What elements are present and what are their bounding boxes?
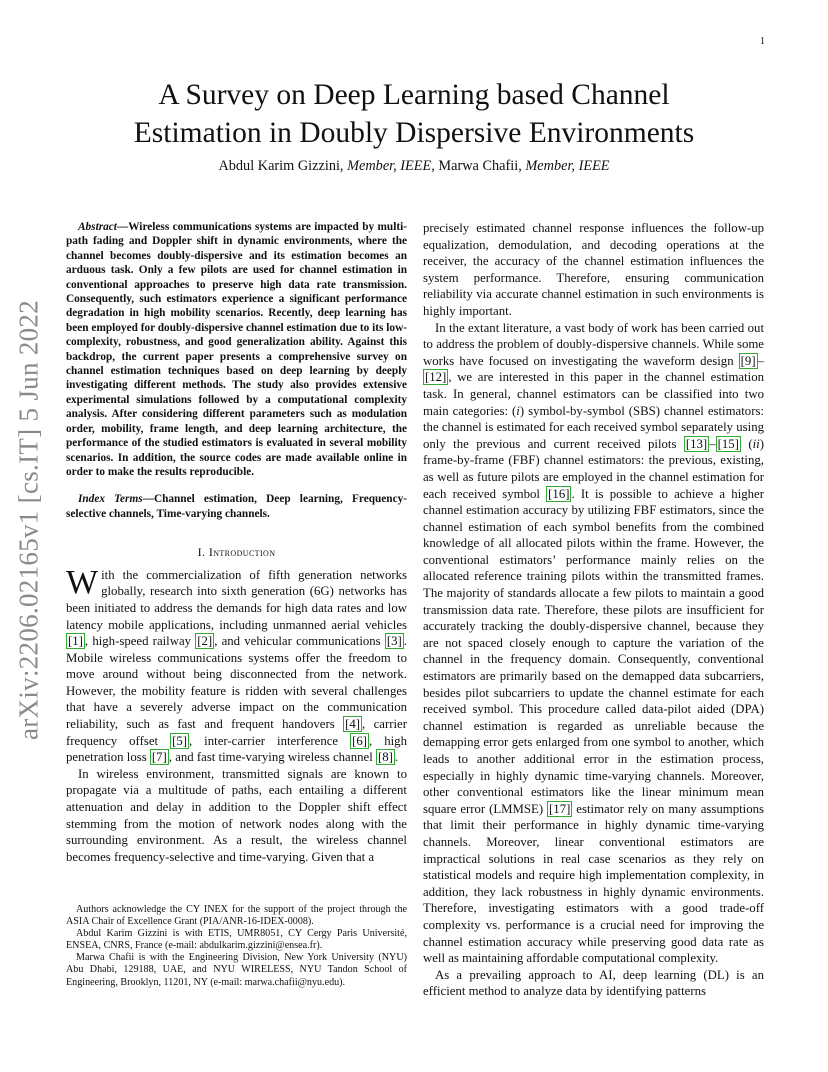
citation-link[interactable]: [17]	[549, 801, 571, 816]
text-run: (	[740, 436, 753, 451]
abstract-label: Abstract	[78, 221, 117, 233]
citation-link[interactable]: [1]	[68, 634, 83, 649]
author-2: , Marwa Chafii,	[431, 158, 526, 174]
text-run: i	[516, 403, 520, 418]
author-2-role: Member, IEEE	[525, 158, 610, 174]
footnotes	[66, 904, 407, 989]
page-number: 1	[760, 36, 765, 47]
citation-link[interactable]: [4]	[345, 717, 361, 732]
drop-cap: W	[66, 563, 99, 601]
abstract	[66, 220, 407, 479]
text-run: –	[757, 353, 764, 368]
citation-link[interactable]: [3]	[386, 634, 402, 649]
left-column	[66, 220, 407, 865]
footnote-funding: Authors acknowledge the CY INEX for the support of the project through the ASIA Chair of Excellence Grant (PIA/ANR-16-IDEX-0008).	[66, 904, 407, 928]
section-number: I.	[197, 545, 209, 560]
arxiv-sidebar	[7, 280, 51, 760]
citation-link[interactable]: [13]	[685, 436, 708, 451]
citation-link[interactable]: [8]	[377, 750, 393, 765]
footnote-author-2: Marwa Chafii is with the Engineering Division, New York University (NYU) Abu Dhabi, 129188, UAE, and NYU WIRELESS, NYU Tandon School of Engineering, Brooklyn, 11201, NY (e-mail: marwa.chafii@nyu.edu).	[66, 952, 407, 988]
text-run: ith the commercialization of fifth generation networks globally, research into sixth generation (6G) networks has been initiated to address the demands for high data rates and low latency mobile applications, including unmanned aerial vehicles	[66, 567, 407, 632]
index-terms	[66, 492, 407, 521]
section-title: Introduction	[208, 545, 276, 560]
citation-link[interactable]: [2]	[197, 634, 213, 649]
citation-link[interactable]: [7]	[151, 750, 167, 765]
intro-paragraph-1	[66, 563, 407, 766]
index-terms-text: —Channel estimation, Deep learning, Frequency-selective channels, Time-varying channels.	[66, 493, 407, 520]
text-run: In the extant literature, a vast body of work has been carried out to address the problem of doubly-dispersive channels. While some works have focused on investigating the waveform design	[423, 320, 764, 368]
intro-paragraph-2: In wireless environment, transmitted signals are known to propagate via a multitude of paths, each entailing a different attenuation and delay in addition to the Doppler shift effect stemming from the motion of network nodes along with the surrounding environment. As a result, the wireless channel becomes frequency-selective and time-varying. Given that a	[66, 766, 407, 864]
title-line-1: A Survey on Deep Learning based Channel	[158, 79, 670, 111]
text-run: , carrier frequency offset	[66, 717, 407, 748]
author-1-role: Member, IEEE	[347, 158, 432, 174]
text-run: ) symbol-by-symbol (SBS) channel estimators: the channel is estimated for each received symbol separately using only the previous and current received pilots	[423, 403, 764, 451]
citation-link[interactable]: [9]	[740, 353, 756, 368]
citation-link[interactable]: [16]	[548, 486, 570, 501]
section-heading	[66, 544, 407, 561]
text-run: , high penetration loss	[66, 733, 407, 765]
title-line-2: Estimation in Doubly Dispersive Environments	[133, 117, 695, 149]
text-run: , and fast time-varying wireless channel	[168, 750, 376, 765]
text-run: , and vehicular communications	[214, 634, 385, 649]
text-run: ) frame-by-frame (FBF) channel estimators: the previous, existing, as well as future pilots are employed in the channel estimation for each received symbol	[423, 436, 764, 501]
citation-link[interactable]: [12]	[425, 370, 447, 385]
paper-title	[64, 76, 764, 152]
text-run: , we are interested in this paper in the channel estimation task. In general, channel estimators can be classified into two main categories: (	[423, 370, 764, 418]
abstract-text: —Wireless communications systems are impacted by multi-path fading and Doppler shift in dynamic environments, where the channel becomes doubly-dispersive and its estimation becomes an arduous task. Only a few pilots are used for channel estimation in conventional approaches to preserve high data rate transmission. Consequently, such estimators experience a significant performance degradation in high mobility scenarios. Recently, deep learning has been employed for doubly-dispersive channel estimation due to its low-complexity, robustness, and good generalization ability. Against this backdrop, the current paper presents a comprehensive survey on channel estimation techniques based on deep learning by deeply investigating different methods. The study also provides extensive experimental simulations followed by a computational complexity analysis. After considering different parameters such as modulation order, mobility, frame length, and deep learning architecture, the performance of the studied estimators is evaluated in several mobility scenarios. In addition, the source codes are made available online in order to make the results reproducible.	[66, 221, 407, 478]
citation-link[interactable]: [15]	[717, 436, 739, 451]
citation-link[interactable]: [6]	[352, 733, 368, 748]
right-column	[423, 220, 764, 1000]
arxiv-identifier: arXiv:2206.02165v1 [cs.IT] 5 Jun 2022	[13, 299, 44, 741]
text-run: .	[394, 750, 399, 765]
text-run: . Mobile wireless communications systems offer the freedom to move around without being disconnected from the network. However, the mobility feature is ridden with several challenges that have a severely adverse impact on the communication reliability, such as fast and frequent handovers	[66, 634, 407, 732]
author-1: Abdul Karim Gizzini,	[218, 158, 348, 174]
text-run: estimator rely on many assumptions that limit their performance in highly dynamic time-varying channels. Moreover, linear conventional estimators are impractical solutions in real case scenarios as they rely on statistical models and require high implementation complexity, in addition, they lack robustness in highly dynamic environments. Therefore, investigating estimators with a good trade-off complexity vs. performance is a crucial need for improving the channel estimation accuracy while preserving good data rate as well as maintaining affordable computational complexity.	[423, 801, 764, 966]
citation-link[interactable]: [5]	[172, 733, 187, 748]
text-run: –	[709, 436, 716, 451]
author-list	[64, 158, 764, 175]
text-run: , inter-carrier interference	[188, 733, 351, 748]
right-paragraph-3: As a prevailing approach to AI, deep learning (DL) is an efficient method to analyze data by identifying patterns	[423, 967, 764, 999]
text-run: , high-speed railway	[84, 634, 196, 649]
text-run: ii	[752, 436, 760, 451]
right-paragraph-1: precisely estimated channel response influences the follow-up equalization, demodulation, and decoding operations at the receiver, the accuracy of the channel estimation influences the system performance. Therefore, ensuring communication reliability via accurate channel estimation in such environments is highly important.	[423, 221, 764, 318]
text-run: . It is possible to achieve a higher channel estimation accuracy by utilizing FBF estimators, since the channel estimation of each symbol benefits from the combined knowledge of all allocated pilots within the frame. However, the conventional estimators’ performance mainly relies on the allocated reference training pilots within the transmitted frames. The majority of standards allocate a few pilots to maintain a good transmission data rate. Therefore, these pilots are insufficient for accurately tracking the doubly-dispersive channel, because they are not spaced closely enough to capture the variation of the channel in the frequency domain. Consequently, conventional estimators are primarily based on the demapped data subcarriers, besides pilot subcarriers to update the channel estimate for each received symbol. This procedure called data-pilot aided (DPA) channel estimation is regarded as unreliable because the demapping error gets enlarged from one symbol to another, which leads to another additional error in the estimation process, especially in highly dynamic time-varying channels. Moreover, other conventional estimators like the linear minimum mean square error (LMMSE)	[423, 486, 764, 816]
footnote-author-1: Abdul Karim Gizzini is with ETIS, UMR8051, CY Cergy Paris Université, ENSEA, CNRS, France (e-mail: abdulkarim.gizzini@ensea.fr).	[66, 928, 407, 952]
index-terms-label: Index Terms	[78, 493, 143, 506]
right-paragraph-2	[423, 320, 764, 967]
